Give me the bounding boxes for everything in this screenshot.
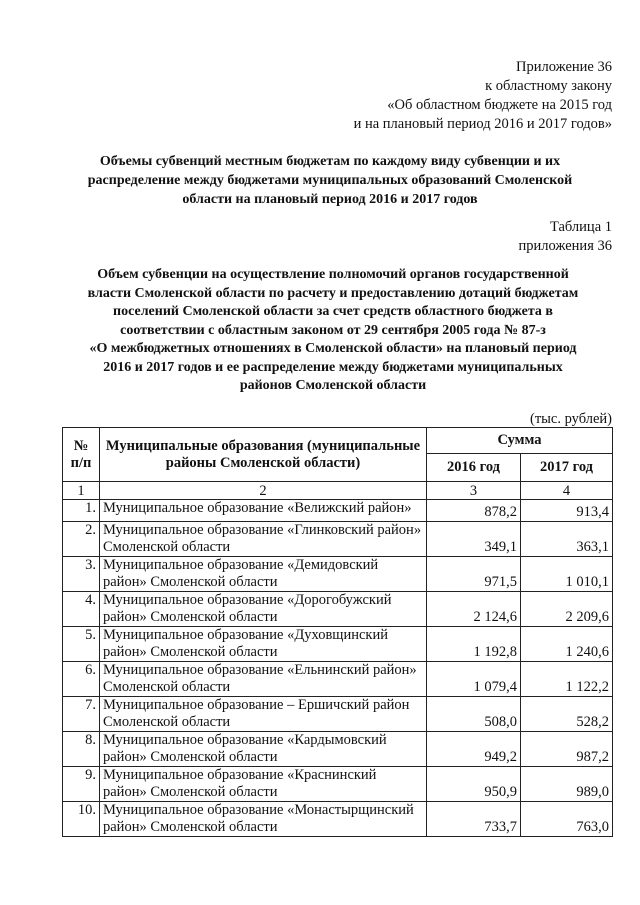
amount-2017: 987,2	[521, 732, 613, 767]
amount-2016: 2 124,6	[427, 592, 521, 627]
row-number: 10.	[63, 802, 100, 837]
column-index: 3	[427, 482, 521, 500]
amount-2017: 913,4	[521, 500, 613, 522]
table-row	[63, 627, 613, 662]
table-row	[63, 697, 613, 732]
table-row	[63, 522, 613, 557]
municipality-name: Муниципальное образование «Велижский район»	[100, 500, 427, 522]
column-header-2017: 2017 год	[521, 454, 613, 482]
row-number: 4.	[63, 592, 100, 627]
title-line: Объемы субвенций местным бюджетам по каждому виду субвенции и их	[99, 154, 561, 169]
table-title-line: соответствии с областным законом от 29 сентября 2005 года № 87-з	[120, 322, 546, 338]
amount-2016: 1 192,8	[427, 627, 521, 662]
appendix-line: Приложение 36	[516, 59, 612, 75]
municipality-name: Муниципальное образование «Краснинский район» Смоленской области	[100, 767, 427, 802]
table-title	[62, 266, 604, 396]
table-row	[63, 662, 613, 697]
table-title-line: районов Смоленской области	[239, 378, 427, 393]
appendix-header	[272, 58, 612, 134]
amount-2017: 763,0	[521, 802, 613, 837]
amount-2017: 1 122,2	[521, 662, 613, 697]
table-row	[63, 802, 613, 837]
column-header-municipality: Муниципальные образования (муниципальные районы Смоленской области)	[100, 428, 427, 482]
municipality-name: Муниципальное образование «Кардымовский район» Смоленской области	[100, 732, 427, 767]
row-number: 5.	[63, 627, 100, 662]
amount-2016: 950,9	[427, 767, 521, 802]
column-header-number: № п/п	[63, 428, 100, 482]
row-number: 9.	[63, 767, 100, 802]
table-row	[63, 767, 613, 802]
amount-2016: 878,2	[427, 500, 521, 522]
amount-2016: 508,0	[427, 697, 521, 732]
table-ref-line: приложения 36	[518, 238, 612, 254]
municipality-name: Муниципальное образование «Духовщинский район» Смоленской области	[100, 627, 427, 662]
amount-2017: 1 010,1	[521, 557, 613, 592]
row-number: 2.	[63, 522, 100, 557]
column-index: 1	[63, 482, 100, 500]
table-title-line: «О межбюджетных отношениях в Смоленской области» на плановый период	[89, 341, 577, 356]
amount-2017: 2 209,6	[521, 592, 613, 627]
subvention-table	[62, 427, 613, 837]
amount-2017: 1 240,6	[521, 627, 613, 662]
municipality-name: Муниципальное образование – Ершичский район Смоленской области	[100, 697, 427, 732]
amount-2017: 528,2	[521, 697, 613, 732]
column-index: 4	[521, 482, 613, 500]
table-ref-line: Таблица 1	[549, 219, 612, 235]
title-line: области на плановый период 2016 и 2017 годов	[182, 192, 478, 207]
table-row	[63, 592, 613, 627]
row-number: 8.	[63, 732, 100, 767]
amount-2016: 949,2	[427, 732, 521, 767]
table-reference	[412, 218, 612, 256]
table-title-line: 2016 и 2017 годов и ее распределение между бюджетами муниципальных	[103, 359, 563, 375]
amount-2016: 971,5	[427, 557, 521, 592]
amount-2017: 989,0	[521, 767, 613, 802]
table-title-line: власти Смоленской области по расчету и предоставлению дотаций бюджетам	[87, 285, 579, 301]
units-label: (тыс. рублей)	[530, 411, 612, 427]
appendix-line: «Об областном бюджете на 2015 год	[387, 97, 612, 113]
amount-2016: 1 079,4	[427, 662, 521, 697]
municipality-name: Муниципальное образование «Дорогобужский район» Смоленской области	[100, 592, 427, 627]
table-title-line: Объем субвенции на осуществление полномочий органов государственной	[97, 267, 569, 282]
appendix-line: к областному закону	[485, 78, 612, 94]
row-number: 7.	[63, 697, 100, 732]
title-line: распределение между бюджетами муниципальных образований Смоленской	[87, 173, 573, 188]
amount-2016: 733,7	[427, 802, 521, 837]
amount-2016: 349,1	[427, 522, 521, 557]
column-header-2016: 2016 год	[427, 454, 521, 482]
row-number: 1.	[63, 500, 100, 522]
row-number: 3.	[63, 557, 100, 592]
municipality-name: Муниципальное образование «Монастырщинский район» Смоленской области	[100, 802, 427, 837]
document-title	[60, 152, 600, 209]
appendix-line: и на плановый период 2016 и 2017 годов»	[353, 116, 612, 132]
row-number: 6.	[63, 662, 100, 697]
municipality-name: Муниципальное образование «Ельнинский район» Смоленской области	[100, 662, 427, 697]
table-row	[63, 500, 613, 522]
table-row	[63, 732, 613, 767]
table-title-line: поселений Смоленской области за счет средств областного бюджета в	[113, 304, 553, 319]
table-row	[63, 557, 613, 592]
column-header-sum: Сумма	[427, 428, 613, 454]
municipality-name: Муниципальное образование «Демидовский район» Смоленской области	[100, 557, 427, 592]
amount-2017: 363,1	[521, 522, 613, 557]
municipality-name: Муниципальное образование «Глинковский район» Смоленской области	[100, 522, 427, 557]
column-index-row	[63, 482, 613, 500]
column-index: 2	[100, 482, 427, 500]
